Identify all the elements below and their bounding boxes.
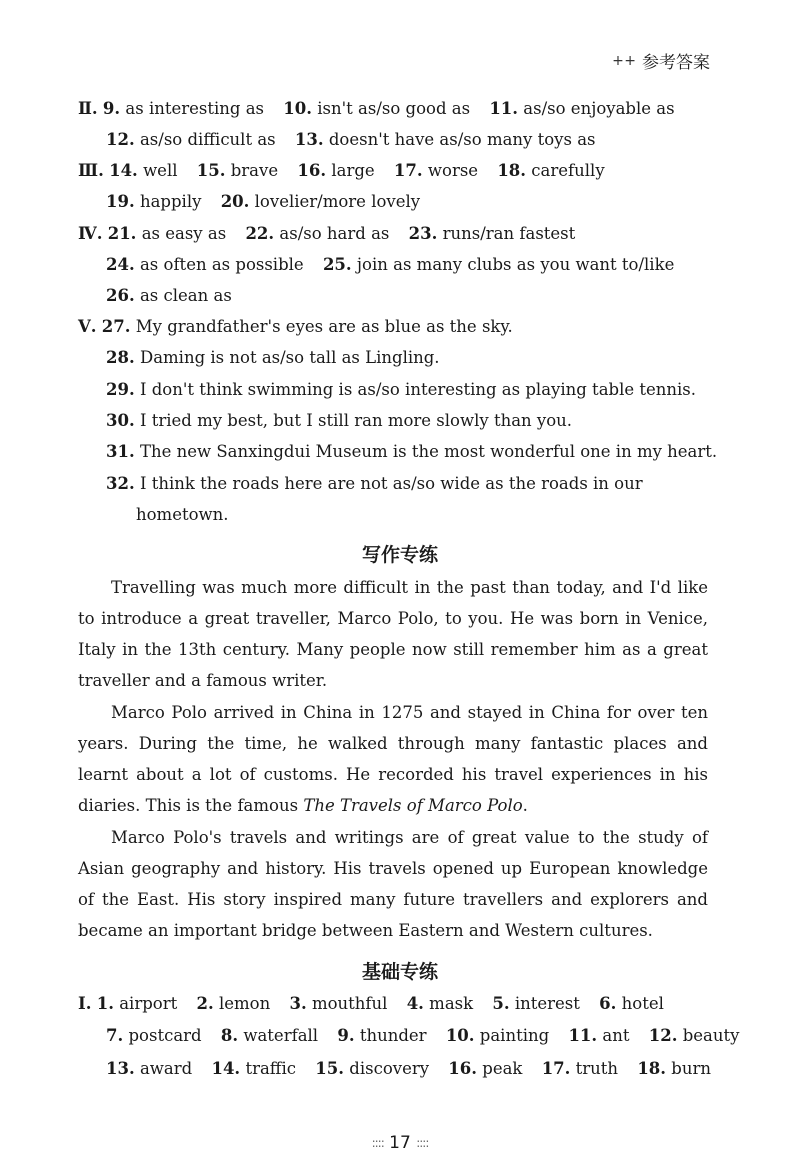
answer-row: 30. I tried my best, but I still ran more slowly than you.: [106, 411, 573, 430]
answer-row: Ⅴ. 27. My grandfather's eyes are as blue as the sky.: [78, 317, 513, 336]
answer-item: 9. as interesting as: [102, 99, 265, 118]
answer-item: 24. as often as possible: [106, 255, 304, 274]
answer-item: 18. carefully: [497, 161, 605, 180]
answer-item: 6. hotel: [599, 994, 664, 1013]
answer-row: 31. The new Sanxingdui Museum is the most wonderful one in my heart.: [106, 442, 718, 461]
basics-section-title: 基础专练: [361, 961, 438, 983]
essay-paragraph: Marco Polo's travels and writings are of great value to the study of Asian geography and history. His travels opened up European knowledge of the East. His story inspired many future travellers and explorers and became an important bridge between Eastern and Western cultures.: [78, 828, 708, 940]
answer-item: 14. well: [109, 161, 178, 180]
answer-item: 10. painting: [445, 1026, 550, 1045]
answer-item: 25. join as many clubs as you want to/like: [322, 255, 675, 274]
answer-item: 12. as/so difficult as: [106, 130, 276, 149]
dots-decoration-icon: ::::: [371, 1136, 384, 1150]
answer-item: 2. lemon: [196, 994, 271, 1013]
answer-row: 28. Daming is not as/so tall as Lingling.: [106, 348, 440, 367]
answer-item: 15. brave: [196, 161, 279, 180]
header-title: 参考答案: [642, 53, 710, 73]
answer-item: 26. as clean as: [106, 286, 232, 305]
answer-item: 16. large: [297, 161, 375, 180]
dots-decoration-icon: ::::: [416, 1136, 429, 1150]
section-roman: Ⅱ.: [78, 99, 98, 118]
essay-paragraph: Marco Polo arrived in China in 1275 and stayed in China for over ten years. During the time, he walked through many fantastic places and learnt about a lot of customs. He recorded his travel experiences in his diaries. This is the famous The Travels of Marco Polo.: [78, 703, 708, 815]
answer-item: 11. as/so enjoyable as: [489, 99, 675, 118]
answer-item: 7. postcard: [106, 1026, 202, 1045]
answer-item: 1. airport: [96, 994, 178, 1013]
answer-item: 10. isn't as/so good as: [283, 99, 471, 118]
answer-item: 18. burn: [637, 1059, 711, 1078]
answer-item: 3. mouthful: [289, 994, 388, 1013]
answer-row: [106, 132, 610, 149]
page-footer: [0, 1133, 800, 1153]
answer-item: 5. interest: [492, 994, 580, 1013]
writing-section-title: 写作专练: [361, 544, 438, 566]
answer-item: 19. happily: [106, 192, 202, 211]
answer-row: [106, 257, 688, 274]
section-roman: Ⅳ.: [78, 224, 103, 243]
answer-row: [106, 1028, 753, 1045]
answer-row: [78, 226, 589, 243]
sparkle-icon: + +: [612, 52, 634, 69]
answer-item: 17. truth: [541, 1059, 619, 1078]
answer-item: 20. lovelier/more lovely: [220, 192, 421, 211]
answer-item: 23. runs/ran fastest: [408, 224, 576, 243]
answer-continuation: hometown.: [136, 505, 229, 524]
answer-item: 11. ant: [568, 1026, 630, 1045]
answer-row: [78, 101, 689, 118]
answer-row: [78, 996, 678, 1013]
answer-item: 16. peak: [448, 1059, 523, 1078]
section-roman: Ⅲ.: [78, 161, 104, 180]
answer-item: 14. traffic: [211, 1059, 297, 1078]
answer-row: [106, 288, 246, 305]
answer-item: 21. as easy as: [107, 224, 227, 243]
answer-row: [106, 1061, 725, 1078]
section-roman: Ⅴ.: [78, 317, 97, 336]
answer-item: 13. doesn't have as/so many toys as: [294, 130, 596, 149]
answer-row: 32. I think the roads here are not as/so wide as the roads in our: [106, 474, 643, 493]
answer-row: [78, 163, 619, 180]
essay-paragraph: Travelling was much more difficult in the past than today, and I'd like to introduce a great traveller, Marco Polo, to you. He was born in Venice, Italy in the 13th century. Many people now still remember him as a great traveller and a famous writer.: [78, 578, 708, 690]
book-title: The Travels of Marco Polo: [303, 796, 523, 815]
answer-row: [106, 194, 434, 211]
answer-item: 13. award: [106, 1059, 193, 1078]
answer-item: 22. as/so hard as: [245, 224, 390, 243]
page-header: [612, 48, 710, 73]
page-number: 17: [389, 1133, 411, 1153]
answer-item: 15. discovery: [315, 1059, 430, 1078]
answer-item: 9. thunder: [337, 1026, 427, 1045]
answer-item: 4. mask: [406, 994, 474, 1013]
answer-item: 12. beauty: [648, 1026, 740, 1045]
section-roman: Ⅰ.: [78, 994, 92, 1013]
answer-row: 29. I don't think swimming is as/so interesting as playing table tennis.: [106, 380, 697, 399]
answer-item: 8. waterfall: [220, 1026, 319, 1045]
answer-item: 17. worse: [393, 161, 479, 180]
